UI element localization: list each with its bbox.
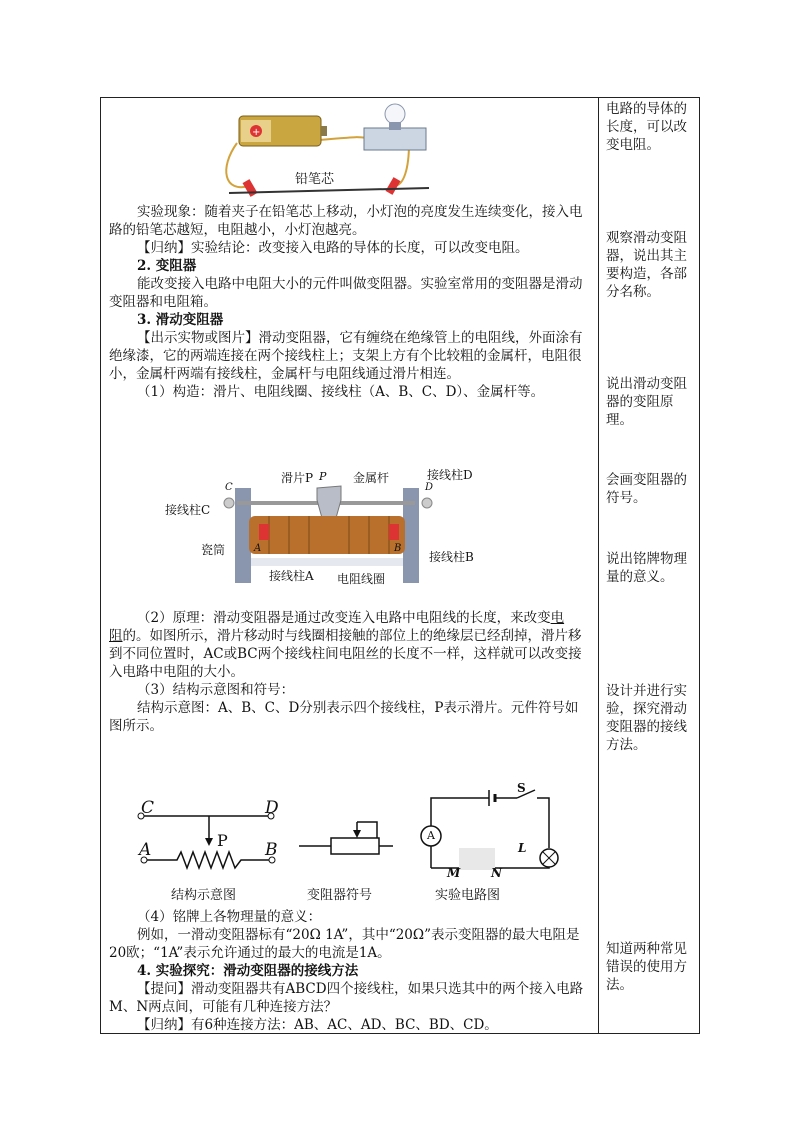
label-p: P — [319, 470, 327, 483]
pencil-lead-figure — [109, 98, 591, 198]
label-c-small: C — [225, 482, 233, 493]
side-note-4: 会画变阻器的符号。 — [606, 472, 687, 506]
label-d-small: D — [425, 482, 434, 493]
label-b-small: B — [394, 543, 402, 554]
circuit-label-s: S — [517, 781, 526, 795]
side-note-7: 知道两种常见错误的使用方法。 — [606, 941, 687, 993]
label-post-b: 接线柱B — [429, 550, 474, 564]
para-schematic-heading: （3）结构示意图和符号： — [137, 682, 295, 698]
label-post-a: 接线柱A — [269, 569, 314, 583]
side-note-5: 说出铭牌物理量的意义。 — [606, 551, 687, 585]
para-schematic-desc: 结构示意图：A、B、C、D分别表示四个接线柱，P表示滑片。元件符号如图所示。 — [109, 700, 579, 734]
para-show-object: 【出示实物或图片】滑动变阻器，它有缠绕在绝缘管上的电阻线，外面涂有绝缘漆，它的两端连接在两个接线柱上；支架上方有个比较粗的金属杆，电阻很小，金属杆两端有接线柱，金属杆与电阻线通过滑片相连。 — [109, 330, 583, 382]
para-example: 例如，一滑动变阻器标有“20Ω 1A”，其中“20Ω”表示变阻器的最大电阻是20欧；“1A”表示允许通过的最大的电流是1A。 — [109, 927, 580, 961]
label-porcelain: 瓷筒 — [201, 543, 226, 557]
heading-experiment: 4. 实验探究：滑动变阻器的接线方法 — [137, 963, 359, 979]
circuit-label-m: M — [447, 866, 461, 880]
caption-circuit: 实验电路图 — [435, 888, 501, 903]
heading-sliding-rheostat: 3. 滑动变阻器 — [137, 312, 224, 328]
para-phenomenon: 实验现象：随着夹子在铅笔芯上移动，小灯泡的亮度发生连续变化，接入电路的铅笔芯越短，电阻越小，小灯泡越亮。 — [109, 204, 583, 238]
para-summary-1: 【归纳】实验结论：改变接入电路的导体的长度，可以改变电阻。 — [137, 240, 529, 256]
circuit-label-l: L — [518, 841, 527, 855]
label-coil: 电阻线圈 — [337, 572, 386, 586]
para-summary-2: 【归纳】有6种连接方法：AB、AC、AD、BC、BD、CD。 — [137, 1017, 498, 1033]
side-note-1: 电路的导体的长度，可以改变电阻。 — [606, 101, 687, 153]
schem-label-p: P — [217, 831, 228, 850]
label-post-d: 接线柱D — [427, 468, 473, 482]
side-note-2: 观察滑动变阻器，说出其主要构造，各部分名称。 — [606, 230, 687, 300]
schem-label-d: D — [265, 798, 279, 818]
svg-text:+: + — [252, 127, 261, 138]
schem-label-b: B — [265, 840, 278, 860]
circuit-label-ammeter: A — [427, 829, 435, 842]
side-note-6: 设计并进行实验，探究滑动变阻器的接线方法。 — [606, 683, 687, 753]
label-slider-p: 滑片P — [281, 471, 314, 485]
circuit-label-n: N — [491, 866, 502, 880]
para-principle: （2）原理：滑动变阻器是通过改变连入电路中电阻线的长度，来改变电 阻的。如图所示，滑片移动时与线圈相接触的部位上的绝缘层已经刮掉，滑片移到不同位置时，AC或BC两个接线柱间电阻丝的长度不一样，这样就可以改变接入电路中电阻的大小。 — [109, 610, 582, 680]
label-rod: 金属杆 — [353, 471, 390, 485]
para-nameplate: （4）铭牌上各物理量的意义： — [137, 909, 322, 925]
column-divider — [598, 98, 599, 1033]
heading-rheostat: 2. 变阻器 — [137, 258, 197, 274]
lesson-table — [100, 97, 700, 1034]
para-structure: （1）构造：滑片、电阻线圈、接线柱（A、B、C、D）、金属杆等。 — [137, 384, 545, 400]
caption-symbol: 变阻器符号 — [307, 888, 373, 903]
caption-structure: 结构示意图 — [171, 888, 237, 903]
para-rheostat-def: 能改变接入电路中电阻大小的元件叫做变阻器。实验室常用的变阻器是滑动变阻器和电阻箱。 — [109, 276, 583, 310]
para-question: 【提问】滑动变阻器共有ABCD四个接线柱，如果只选其中的两个接入电路M、N两点间，可能有几种连接方法？ — [109, 981, 584, 1015]
label-a-small: A — [254, 543, 262, 554]
schem-label-c: C — [141, 798, 155, 818]
sliding-rheostat-figure — [109, 466, 591, 586]
pencil-lead-label: 铅笔芯 — [295, 172, 335, 187]
schem-label-a: A — [139, 840, 152, 860]
side-note-3: 说出滑动变阻器的变阻原理。 — [606, 376, 687, 428]
label-post-c: 接线柱C — [165, 503, 211, 517]
